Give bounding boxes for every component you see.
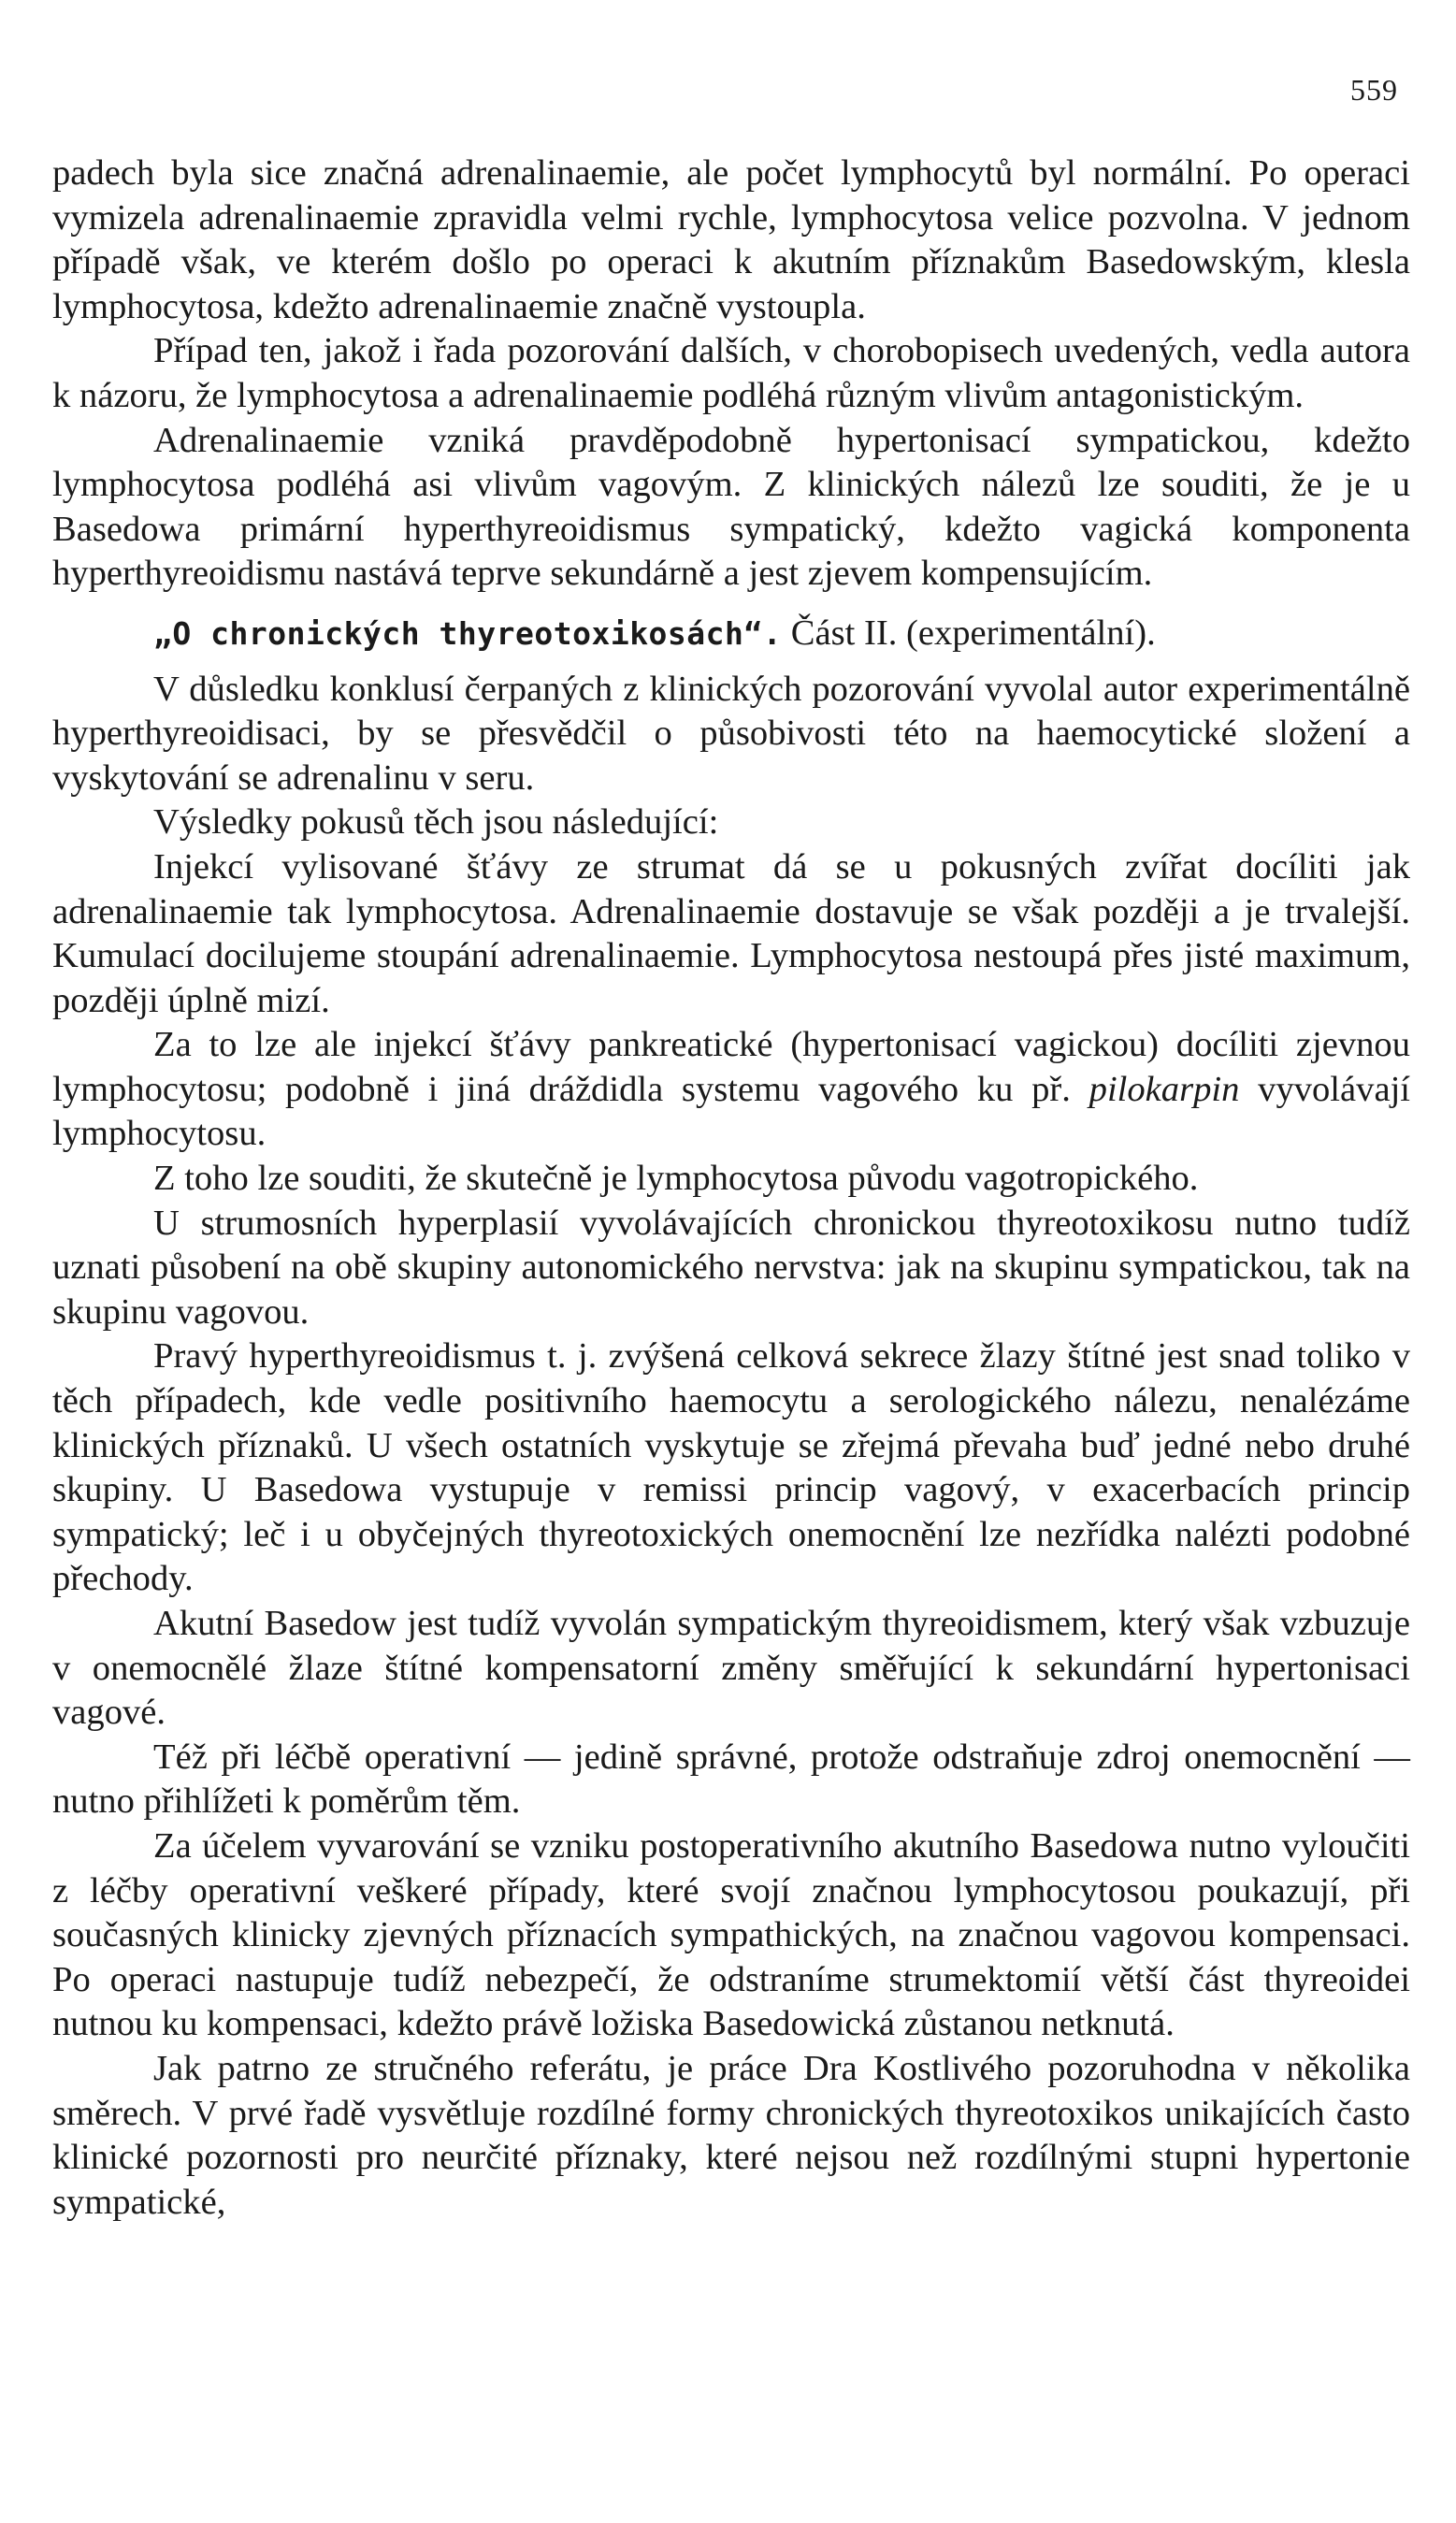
- page-number: 559: [1350, 73, 1398, 107]
- paragraph: V důsledku konklusí čerpaných z klinických pozorování vyvolal autor experimentálně hyperthyreoidisaci, by se přesvědčil o působivosti této na haemocytické složení a vyskytování se adrenalinu v seru.: [52, 669, 1410, 798]
- paragraph: Injekcí vylisované šťávy ze strumat dá se u pokusných zvířat docíliti jak adrenalinaemie tak lymphocytosa. Adrenalinaemie dostavuje se však později a je trvalejší. Kumulací docilujeme stoupání adrenalinaemie. Lymphocytosa nestoupá přes jisté maximum, později úplně mizí.: [52, 846, 1410, 1020]
- paragraph: Jak patrno ze stručného referátu, je práce Dra Kostlivého pozoruhodna v několika směrech. V prvé řadě vysvětluje rozdílné formy chronických thyreotoxikos unikajících často klinické pozornosti pro neurčité příznaky, které nejsou než rozdílnými stupni hypertonie sympatické,: [52, 2048, 1410, 2222]
- paragraph: Výsledky pokusů těch jsou následující:: [153, 802, 719, 843]
- paragraph: Akutní Basedow jest tudíž vyvolán sympatickým thyreoidismem, který však vzbuzuje v onemocnělé žlaze štítné kompensatorní změny směřující k sekundární hypertonisaci vagové.: [52, 1604, 1410, 1733]
- section-heading: [52, 612, 1410, 656]
- paragraph: Adrenalinaemie vzniká pravděpodobně hypertonisací sympatickou, kdežto lymphocytosa podléhá asi vlivům vagovým. Z klinických nálezů lze souditi, že je u Basedowa primární hyperthyreoidismus sympatický, kdežto vagická komponenta hyperthyreoidismu nastává teprve sekundárně a jest zjevem kompensujícím.: [52, 420, 1410, 594]
- paragraph: Případ ten, jakož i řada pozorování dalších, v chorobopisech uvedených, vedla autora k názoru, že lymphocytosa a adrenalinaemie podléhá různým vlivům antagonistickým.: [52, 331, 1410, 415]
- paragraph: U strumosních hyperplasií vyvolávajících chronickou thyreotoxikosu nutno tudíž uznati působení na obě skupiny autonomického nervstva: jak na skupinu sympatickou, tak na skupinu vagovou.: [52, 1203, 1410, 1332]
- paragraph: padech byla sice značná adrenalinaemie, ale počet lymphocytů byl normální. Po operaci vymizela adrenalinaemie zpravidla velmi rychle, lymphocytosa velice pozvolna. V jednom případě však, ve kterém došlo po operaci k akutním příznakům Basedowským, klesla lymphocytosa, kdežto adrenalinaemie značně vystoupla.: [52, 153, 1410, 326]
- section-part-label: Část II. (experimentální).: [790, 613, 1156, 653]
- paragraph: [52, 1023, 1410, 1157]
- paragraph: Za účelem vyvarování se vzniku postoperativního akutního Basedowa nutno vyloučiti z léčby operativní veškeré případy, které svojí značnou lymphocytosou poukazují, při současných klinicky zjevných příznacích sympathických, na značnou vagovou kompensaci. Po operaci nastupuje tudíž nebezpečí, že odstraníme strumektomií větší část thyreoidei nutnou ku kompensaci, kdežto právě ložiska Basedowická zůstanou netknutá.: [52, 1825, 1410, 2044]
- paragraph: Z toho lze souditi, že skutečně je lymphocytosa původu vagotropického.: [153, 1159, 1199, 1199]
- paragraph: Pravý hyperthyreoidismus t. j. zvýšená celková sekrece žlazy štítné jest snad toliko v těch případech, kde vedle positivního haemocytu a serologického nálezu, nenalézáme klinických příznaků. U všech ostatních vyskytuje se zřejmá převaha buď jedné nebo druhé skupiny. U Basedowa vystupuje v remissi princip vagový, v exacerbacích princip sympatický; leč i u obyčejných thyreotoxických onemocnění lze nezřídka nalézti podobné přechody.: [52, 1336, 1410, 1599]
- section-title: „O chronických thyreotoxikosách“.: [153, 614, 783, 652]
- paragraph-text: vyvolávají lymphocytosu.: [52, 1069, 1411, 1154]
- italic-term: pilokarpin: [1088, 1069, 1240, 1109]
- body-text: [52, 151, 1410, 2225]
- paragraph: Též při léčbě operativní — jedině správné, protože odstraňuje zdroj onemocnění — nutno přihlížeti k poměrům těm.: [52, 1737, 1410, 1822]
- paragraph-text: Za to lze ale injekcí šťávy pankreatické (hypertonisací vagickou) docíliti zjevnou lymphocytosu; podobně i jiná dráždidla systemu vagového ku př.: [52, 1025, 1410, 1109]
